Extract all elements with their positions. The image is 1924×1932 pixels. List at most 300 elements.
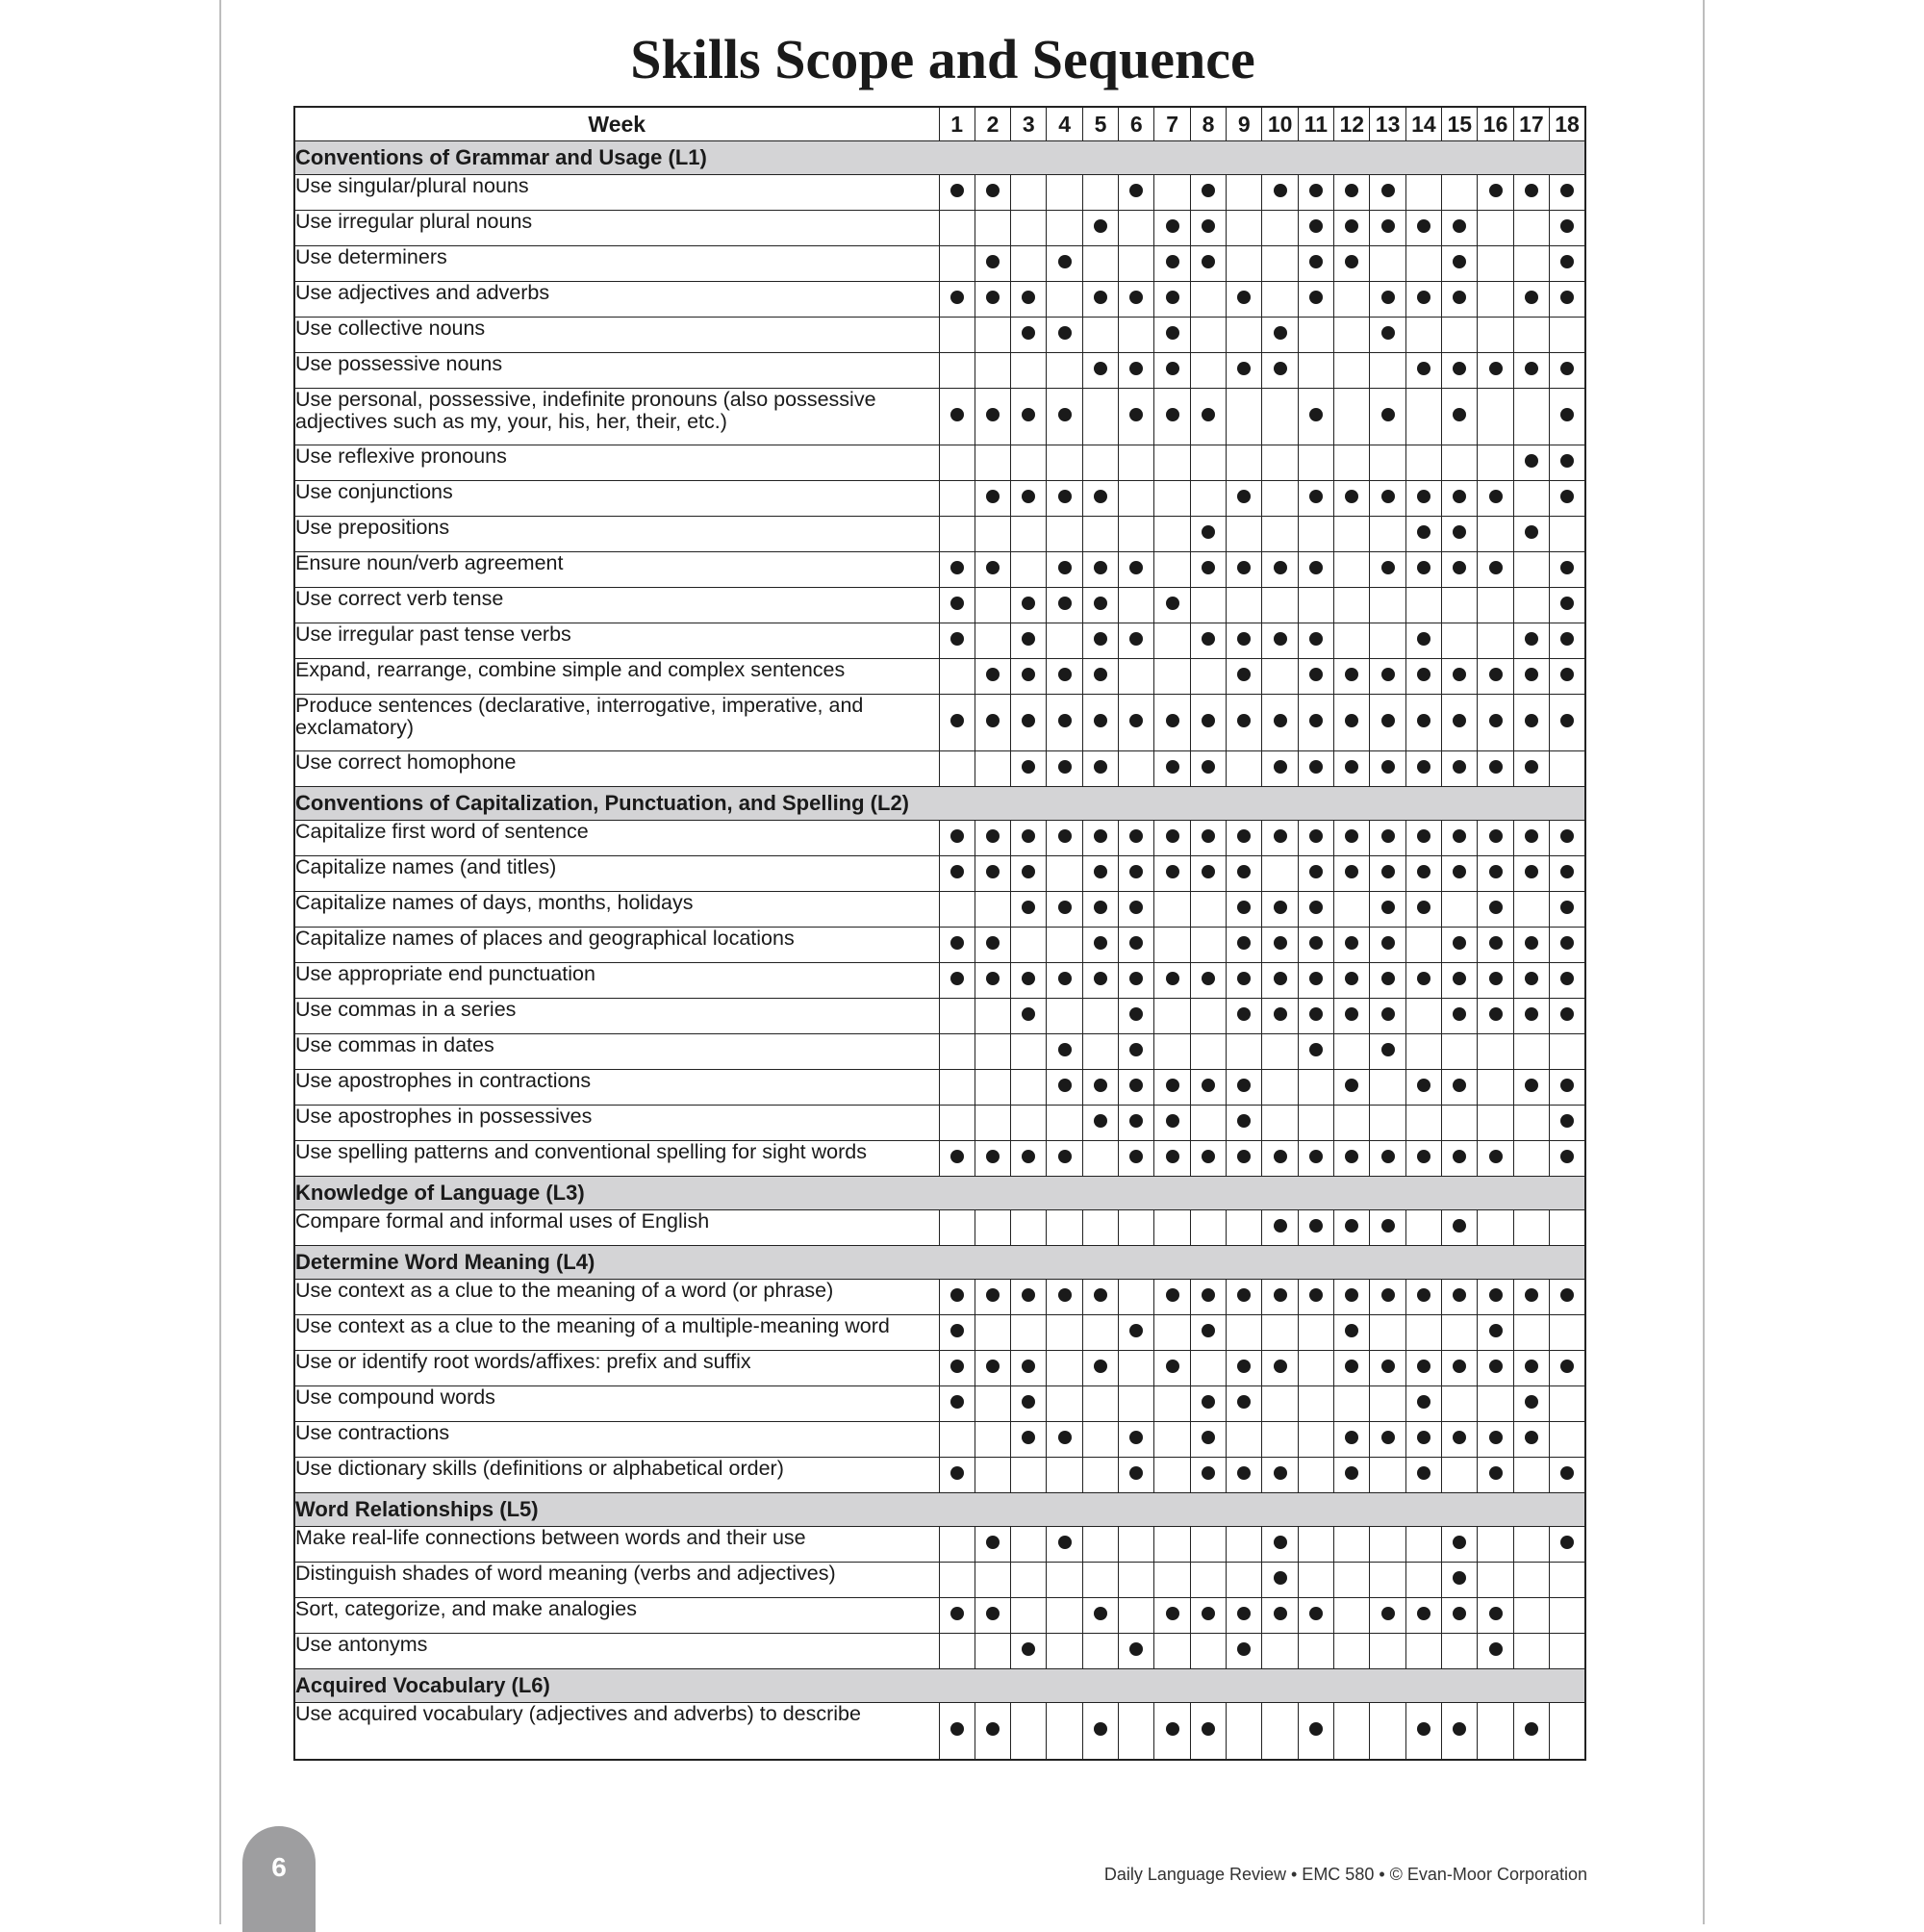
week-cell: [1119, 552, 1154, 588]
bullet-dot-icon: [1166, 1360, 1179, 1373]
week-cell: [1227, 318, 1262, 353]
bullet-dot-icon: [1094, 362, 1107, 375]
week-cell: [1298, 1527, 1333, 1563]
bullet-dot-icon: [1237, 291, 1251, 304]
bullet-dot-icon: [986, 1360, 1000, 1373]
bullet-dot-icon: [1525, 668, 1538, 681]
bullet-dot-icon: [1274, 1466, 1287, 1480]
week-cell: [1227, 856, 1262, 892]
bullet-dot-icon: [1022, 714, 1035, 727]
week-cell: [1442, 623, 1478, 659]
week-cell: [1119, 1563, 1154, 1598]
week-cell: [1119, 246, 1154, 282]
week-cell: [1119, 695, 1154, 751]
week-cell: [1513, 211, 1549, 246]
bullet-dot-icon: [1417, 972, 1430, 985]
bullet-dot-icon: [1202, 1288, 1215, 1302]
bullet-dot-icon: [1237, 1607, 1251, 1620]
week-cell: [1190, 1634, 1226, 1669]
week-cell: [1154, 318, 1190, 353]
week-cell: [1513, 623, 1549, 659]
week-cell: [1227, 695, 1262, 751]
week-cell: [1370, 1315, 1405, 1351]
bullet-dot-icon: [1381, 1360, 1395, 1373]
bullet-dot-icon: [1129, 362, 1143, 375]
skills-table: [293, 106, 1586, 1761]
week-cell: [1227, 1634, 1262, 1669]
bullet-dot-icon: [1237, 362, 1251, 375]
bullet-dot-icon: [1525, 1007, 1538, 1021]
bullet-dot-icon: [1345, 1079, 1358, 1092]
week-cell: [1370, 246, 1405, 282]
week-cell: [1550, 999, 1585, 1034]
week-cell: [1262, 695, 1298, 751]
bullet-dot-icon: [1202, 1607, 1215, 1620]
skill-row: [294, 588, 1585, 623]
week-cell: [1513, 1703, 1549, 1761]
week-cell: [1513, 517, 1549, 552]
week-cell: [1478, 318, 1513, 353]
week-cell: [1513, 892, 1549, 928]
week-cell: [1478, 1210, 1513, 1246]
week-cell: [939, 1598, 975, 1634]
bullet-dot-icon: [1274, 1360, 1287, 1373]
week-cell: [939, 659, 975, 695]
page-title: Skills Scope and Sequence: [630, 28, 1255, 90]
bullet-dot-icon: [950, 291, 964, 304]
bullet-dot-icon: [1237, 668, 1251, 681]
week-cell: [1442, 445, 1478, 481]
week-cell: [1262, 1106, 1298, 1141]
bullet-dot-icon: [1237, 901, 1251, 914]
week-number-header: 10: [1262, 107, 1298, 141]
week-cell: [939, 1141, 975, 1177]
week-cell: [1513, 856, 1549, 892]
bullet-dot-icon: [1381, 326, 1395, 340]
bullet-dot-icon: [1417, 490, 1430, 503]
week-cell: [1370, 481, 1405, 517]
week-cell: [1047, 389, 1082, 445]
week-cell: [1190, 1070, 1226, 1106]
bullet-dot-icon: [1274, 901, 1287, 914]
week-cell: [1262, 963, 1298, 999]
week-cell: [1478, 445, 1513, 481]
week-cell: [1011, 999, 1047, 1034]
week-cell: [1154, 353, 1190, 389]
bullet-dot-icon: [950, 408, 964, 421]
week-cell: [1478, 963, 1513, 999]
week-cell: [1334, 211, 1370, 246]
bullet-dot-icon: [1489, 760, 1503, 774]
bullet-dot-icon: [1345, 865, 1358, 878]
week-cell: [1082, 246, 1118, 282]
bullet-dot-icon: [1560, 1150, 1574, 1163]
week-cell: [1011, 892, 1047, 928]
bullet-dot-icon: [1453, 1288, 1466, 1302]
week-cell: [1154, 211, 1190, 246]
week-cell: [1262, 1034, 1298, 1070]
week-cell: [1405, 928, 1441, 963]
bullet-dot-icon: [950, 865, 964, 878]
week-cell: [1262, 892, 1298, 928]
week-cell: [1298, 389, 1333, 445]
week-cell: [1298, 856, 1333, 892]
week-cell: [1513, 353, 1549, 389]
week-cell: [1513, 1280, 1549, 1315]
bullet-dot-icon: [1237, 865, 1251, 878]
bullet-dot-icon: [1274, 760, 1287, 774]
bullet-dot-icon: [1022, 829, 1035, 843]
bullet-dot-icon: [1525, 362, 1538, 375]
bullet-dot-icon: [1560, 597, 1574, 610]
week-cell: [1227, 751, 1262, 787]
week-cell: [1513, 999, 1549, 1034]
week-cell: [1047, 999, 1082, 1034]
week-cell: [1262, 623, 1298, 659]
bullet-dot-icon: [1094, 1360, 1107, 1373]
section-title: Word Relationships (L5): [294, 1493, 1585, 1527]
week-cell: [939, 1386, 975, 1422]
bullet-dot-icon: [1489, 865, 1503, 878]
week-cell: [1442, 211, 1478, 246]
bullet-dot-icon: [1309, 1007, 1323, 1021]
week-cell: [1370, 821, 1405, 856]
week-cell: [1513, 588, 1549, 623]
week-cell: [1154, 1106, 1190, 1141]
week-cell: [1334, 1422, 1370, 1458]
week-cell: [1047, 821, 1082, 856]
week-cell: [1047, 1141, 1082, 1177]
week-cell: [1405, 856, 1441, 892]
week-number-header: 13: [1370, 107, 1405, 141]
week-cell: [1442, 1386, 1478, 1422]
week-cell: [1513, 1422, 1549, 1458]
bullet-dot-icon: [950, 936, 964, 950]
bullet-dot-icon: [1094, 561, 1107, 574]
bullet-dot-icon: [1309, 668, 1323, 681]
skill-label: Use apostrophes in contractions: [294, 1070, 939, 1106]
week-cell: [1405, 552, 1441, 588]
bullet-dot-icon: [1274, 714, 1287, 727]
bullet-dot-icon: [986, 490, 1000, 503]
week-cell: [1370, 1634, 1405, 1669]
week-cell: [975, 246, 1010, 282]
skill-label: Capitalize first word of sentence: [294, 821, 939, 856]
week-cell: [1298, 1634, 1333, 1669]
bullet-dot-icon: [1489, 1288, 1503, 1302]
bullet-dot-icon: [1202, 525, 1215, 539]
week-cell: [939, 552, 975, 588]
bullet-dot-icon: [1058, 1150, 1072, 1163]
week-cell: [1334, 552, 1370, 588]
skill-label: Compare formal and informal uses of English: [294, 1210, 939, 1246]
week-cell: [1478, 211, 1513, 246]
bullet-dot-icon: [1202, 1150, 1215, 1163]
week-cell: [1334, 318, 1370, 353]
week-cell: [1405, 623, 1441, 659]
bullet-dot-icon: [1453, 1007, 1466, 1021]
week-cell: [1119, 1106, 1154, 1141]
week-cell: [1334, 1634, 1370, 1669]
week-cell: [1513, 1598, 1549, 1634]
week-cell: [939, 1458, 975, 1493]
week-cell: [1082, 282, 1118, 318]
bullet-dot-icon: [1345, 714, 1358, 727]
week-cell: [1082, 821, 1118, 856]
week-cell: [939, 445, 975, 481]
bullet-dot-icon: [1345, 1431, 1358, 1444]
week-cell: [1513, 389, 1549, 445]
skill-label: Make real-life connections between words and their use: [294, 1527, 939, 1563]
week-cell: [1550, 318, 1585, 353]
week-number-header: 1: [939, 107, 975, 141]
week-cell: [1334, 695, 1370, 751]
week-cell: [1370, 588, 1405, 623]
bullet-dot-icon: [986, 829, 1000, 843]
week-cell: [1119, 963, 1154, 999]
skill-row: [294, 821, 1585, 856]
week-cell: [1119, 999, 1154, 1034]
week-cell: [1478, 1106, 1513, 1141]
bullet-dot-icon: [1381, 1607, 1395, 1620]
week-cell: [1119, 1034, 1154, 1070]
week-cell: [1011, 1280, 1047, 1315]
week-cell: [1011, 751, 1047, 787]
week-cell: [1154, 1070, 1190, 1106]
week-cell: [975, 389, 1010, 445]
bullet-dot-icon: [1202, 1395, 1215, 1409]
week-cell: [1442, 695, 1478, 751]
week-cell: [1154, 856, 1190, 892]
week-cell: [1011, 1070, 1047, 1106]
week-cell: [1370, 1527, 1405, 1563]
bullet-dot-icon: [1417, 865, 1430, 878]
week-cell: [939, 1703, 975, 1761]
week-cell: [1082, 175, 1118, 211]
bullet-dot-icon: [1453, 1219, 1466, 1233]
bullet-dot-icon: [1417, 901, 1430, 914]
week-cell: [1227, 892, 1262, 928]
week-cell: [1082, 1106, 1118, 1141]
week-cell: [1298, 1070, 1333, 1106]
week-cell: [1119, 1634, 1154, 1669]
week-cell: [939, 1106, 975, 1141]
section-row: [294, 1669, 1585, 1703]
week-cell: [1513, 1634, 1549, 1669]
bullet-dot-icon: [1129, 1079, 1143, 1092]
week-cell: [1370, 751, 1405, 787]
bullet-dot-icon: [1489, 1642, 1503, 1656]
week-cell: [1334, 175, 1370, 211]
skill-row: [294, 892, 1585, 928]
bullet-dot-icon: [1345, 184, 1358, 197]
week-cell: [1262, 1315, 1298, 1351]
bullet-dot-icon: [1129, 1150, 1143, 1163]
bullet-dot-icon: [1166, 408, 1179, 421]
week-cell: [1298, 963, 1333, 999]
section-row: [294, 787, 1585, 821]
bullet-dot-icon: [1489, 362, 1503, 375]
week-cell: [1298, 175, 1333, 211]
week-cell: [1370, 552, 1405, 588]
week-cell: [1442, 892, 1478, 928]
week-cell: [975, 445, 1010, 481]
skill-label: Use apostrophes in possessives: [294, 1106, 939, 1141]
week-cell: [1550, 353, 1585, 389]
bullet-dot-icon: [1345, 219, 1358, 233]
week-cell: [1334, 282, 1370, 318]
bullet-dot-icon: [1237, 1079, 1251, 1092]
week-number-header: 5: [1082, 107, 1118, 141]
bullet-dot-icon: [1166, 972, 1179, 985]
bullet-dot-icon: [986, 291, 1000, 304]
bullet-dot-icon: [1022, 632, 1035, 646]
week-cell: [1190, 552, 1226, 588]
week-cell: [1154, 1563, 1190, 1598]
bullet-dot-icon: [1525, 1079, 1538, 1092]
week-cell: [1298, 1703, 1333, 1761]
week-cell: [1154, 659, 1190, 695]
week-cell: [1190, 1563, 1226, 1598]
bullet-dot-icon: [1417, 291, 1430, 304]
bullet-dot-icon: [1381, 936, 1395, 950]
week-cell: [1227, 588, 1262, 623]
bullet-dot-icon: [1094, 1607, 1107, 1620]
week-cell: [1154, 1141, 1190, 1177]
week-cell: [1119, 588, 1154, 623]
bullet-dot-icon: [1453, 490, 1466, 503]
skill-row: [294, 552, 1585, 588]
week-cell: [1082, 481, 1118, 517]
week-cell: [1334, 389, 1370, 445]
bullet-dot-icon: [1274, 1219, 1287, 1233]
week-cell: [1154, 1527, 1190, 1563]
week-cell: [1227, 1034, 1262, 1070]
skill-label: Use dictionary skills (definitions or alphabetical order): [294, 1458, 939, 1493]
week-cell: [939, 517, 975, 552]
skill-row: [294, 1141, 1585, 1177]
bullet-dot-icon: [986, 936, 1000, 950]
skill-row: [294, 517, 1585, 552]
week-cell: [1334, 1563, 1370, 1598]
bullet-dot-icon: [1560, 714, 1574, 727]
skill-row: [294, 1034, 1585, 1070]
week-cell: [1190, 659, 1226, 695]
bullet-dot-icon: [1274, 1536, 1287, 1549]
skill-row: [294, 1703, 1585, 1761]
bullet-dot-icon: [1202, 632, 1215, 646]
bullet-dot-icon: [1058, 714, 1072, 727]
week-cell: [1550, 1315, 1585, 1351]
week-cell: [1405, 751, 1441, 787]
week-cell: [1478, 1422, 1513, 1458]
week-cell: [1190, 695, 1226, 751]
bullet-dot-icon: [1560, 901, 1574, 914]
bullet-dot-icon: [1309, 901, 1323, 914]
week-cell: [1262, 588, 1298, 623]
week-cell: [939, 821, 975, 856]
week-cell: [1405, 1563, 1441, 1598]
week-cell: [1405, 1141, 1441, 1177]
week-cell: [939, 318, 975, 353]
skill-label: Use compound words: [294, 1386, 939, 1422]
bullet-dot-icon: [1345, 1466, 1358, 1480]
week-cell: [1119, 623, 1154, 659]
skill-row: [294, 1563, 1585, 1598]
week-cell: [1550, 1070, 1585, 1106]
bullet-dot-icon: [1274, 1007, 1287, 1021]
week-number-header: 12: [1334, 107, 1370, 141]
bullet-dot-icon: [986, 972, 1000, 985]
week-cell: [1478, 1141, 1513, 1177]
week-cell: [1513, 695, 1549, 751]
bullet-dot-icon: [1381, 829, 1395, 843]
week-cell: [1119, 175, 1154, 211]
skill-label: Capitalize names of places and geographical locations: [294, 928, 939, 963]
bullet-dot-icon: [1453, 408, 1466, 421]
week-cell: [1478, 1458, 1513, 1493]
skill-label: Use appropriate end punctuation: [294, 963, 939, 999]
week-number-header: 3: [1011, 107, 1047, 141]
week-cell: [1370, 211, 1405, 246]
week-cell: [1262, 1210, 1298, 1246]
week-cell: [1047, 318, 1082, 353]
week-cell: [1370, 353, 1405, 389]
week-cell: [1119, 1351, 1154, 1386]
week-cell: [1190, 751, 1226, 787]
week-cell: [1298, 588, 1333, 623]
week-cell: [1298, 1351, 1333, 1386]
bullet-dot-icon: [1525, 829, 1538, 843]
week-cell: [1478, 695, 1513, 751]
bullet-dot-icon: [1094, 668, 1107, 681]
week-cell: [1442, 999, 1478, 1034]
week-cell: [1513, 246, 1549, 282]
week-cell: [1047, 211, 1082, 246]
bullet-dot-icon: [1417, 219, 1430, 233]
week-cell: [1513, 1458, 1549, 1493]
skill-row: [294, 1280, 1585, 1315]
week-cell: [1550, 892, 1585, 928]
bullet-dot-icon: [950, 632, 964, 646]
bullet-dot-icon: [1274, 326, 1287, 340]
week-cell: [939, 246, 975, 282]
week-cell: [975, 353, 1010, 389]
week-cell: [1478, 1634, 1513, 1669]
week-cell: [1478, 282, 1513, 318]
bullet-dot-icon: [1129, 1114, 1143, 1128]
week-cell: [1082, 389, 1118, 445]
week-cell: [975, 1280, 1010, 1315]
week-cell: [1370, 1034, 1405, 1070]
bullet-dot-icon: [1309, 408, 1323, 421]
bullet-dot-icon: [1381, 1219, 1395, 1233]
week-cell: [1047, 1598, 1082, 1634]
bullet-dot-icon: [1525, 972, 1538, 985]
bullet-dot-icon: [1274, 632, 1287, 646]
bullet-dot-icon: [1094, 1114, 1107, 1128]
week-cell: [1513, 659, 1549, 695]
bullet-dot-icon: [1237, 1288, 1251, 1302]
week-cell: [1513, 1210, 1549, 1246]
skill-label: Capitalize names of days, months, holidays: [294, 892, 939, 928]
week-cell: [1334, 892, 1370, 928]
week-cell: [1119, 1598, 1154, 1634]
bullet-dot-icon: [1560, 829, 1574, 843]
week-cell: [1550, 856, 1585, 892]
week-cell: [1227, 481, 1262, 517]
bullet-dot-icon: [1202, 219, 1215, 233]
